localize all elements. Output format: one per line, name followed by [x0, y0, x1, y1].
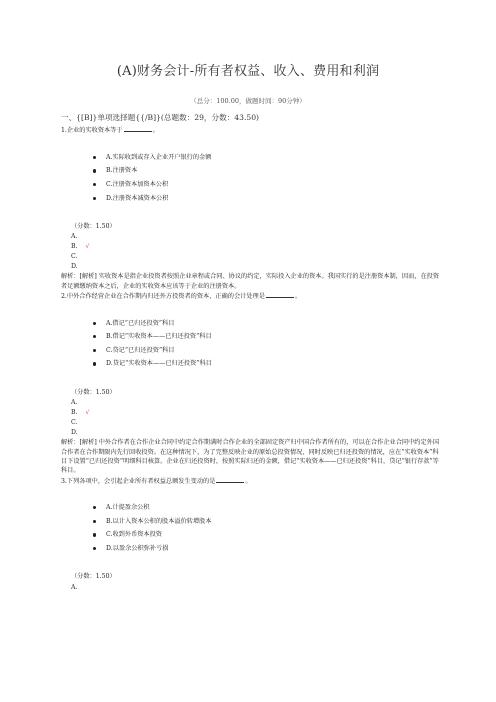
document-title: (A)财务会计-所有者权益、收入、费用和利润	[116, 64, 380, 79]
answer-key	[71, 232, 444, 272]
option-b[interactable]: B.注册资本	[93, 166, 444, 175]
option-d[interactable]: D.注册资本减资本公积	[93, 194, 444, 203]
question-score: （分数：1.50）	[71, 223, 116, 230]
answer-c: C.	[71, 253, 78, 261]
question-text: 2.中外合作经营企业在合作期内归还外方投资者的资本，正确的会计处理是 。	[61, 293, 302, 301]
question-score: （分数：1.50）	[71, 388, 116, 396]
question-3	[61, 476, 444, 593]
answer-key	[71, 398, 444, 438]
question-1	[61, 125, 444, 291]
answer-d: D.	[71, 263, 78, 271]
answer-key	[71, 583, 444, 593]
option-c[interactable]: C.收到外币资本投资	[93, 530, 444, 539]
document-subtitle: （总分：100.00，做题时间：90分钟）	[190, 97, 306, 105]
option-a[interactable]: A.借记“已归还投资”科目	[93, 319, 444, 328]
answer-c: C.	[71, 419, 78, 427]
answer-b: B. √	[71, 409, 90, 417]
answer-b: B. √	[71, 243, 90, 251]
answer-blank	[216, 476, 244, 483]
question-analysis: 解析：[解析] 中外合作者在合作企业合同中约定合作期满时合作企业的全部固定资产归中国合作者所有的，可以在合作企业合同中约定外国合作者在合作期限内先行回收投资。在这种情况下，为了完整反映企业的原始总投资情况，同时反映已归还投资的情况，应在“实收资本”科目下设置“已归还投资”明细科目核算。企业在归还投资时，按照实际归还的金额，借记“实收资本——已归还投资”科目，贷记“银行存款”等科目。	[61, 439, 440, 475]
question-analysis: 解析：[解析] 实收资本是指企业投资者按照企业章程或合同、协议的约定，实际投入企业的资本。我国实行的是注册资本制，因而，在投资者足额缴纳资本之后，企业的实收资本应该等于企业的注册资本。	[61, 273, 440, 290]
correct-check-icon: √	[85, 243, 90, 251]
option-b[interactable]: B.以计入资本公积的股本溢价转增股本	[93, 517, 444, 526]
question-2	[61, 291, 444, 476]
question-text: 3.下列各项中，会引起企业所有者权益总额发生变动的是 。	[61, 477, 252, 485]
answer-a: A.	[71, 583, 78, 591]
option-a[interactable]: A.计提盈余公积	[93, 503, 444, 512]
option-a[interactable]: A.实际收到或存入企业开户银行的金额	[93, 153, 444, 162]
answer-a: A.	[71, 399, 78, 407]
option-list	[61, 319, 444, 369]
option-d[interactable]: D.以盈余公积弥补亏损	[93, 544, 444, 553]
option-list	[61, 503, 444, 553]
section-heading: 一、{[B]}单项选择题{{/B]}(总题数：29，分数：43.50)	[61, 113, 259, 122]
answer-d: D.	[71, 429, 78, 437]
option-d[interactable]: D.贷记“实收资本——已归还投资”科目	[93, 359, 444, 368]
answer-a: A.	[71, 233, 78, 241]
question-text: 1.企业的实收资本等于 。	[61, 127, 159, 135]
answer-blank	[266, 291, 294, 298]
document-content	[61, 113, 444, 593]
correct-check-icon: √	[85, 409, 90, 417]
option-list	[61, 153, 444, 203]
option-c[interactable]: C.注册资本加资本公积	[93, 180, 444, 189]
option-c[interactable]: C.贷记“已归还投资”科目	[93, 346, 444, 355]
question-score: （分数：1.50）	[71, 573, 116, 581]
option-b[interactable]: B.借记“实收资本——已归还投资”科目	[93, 332, 444, 341]
answer-blank	[124, 125, 152, 132]
